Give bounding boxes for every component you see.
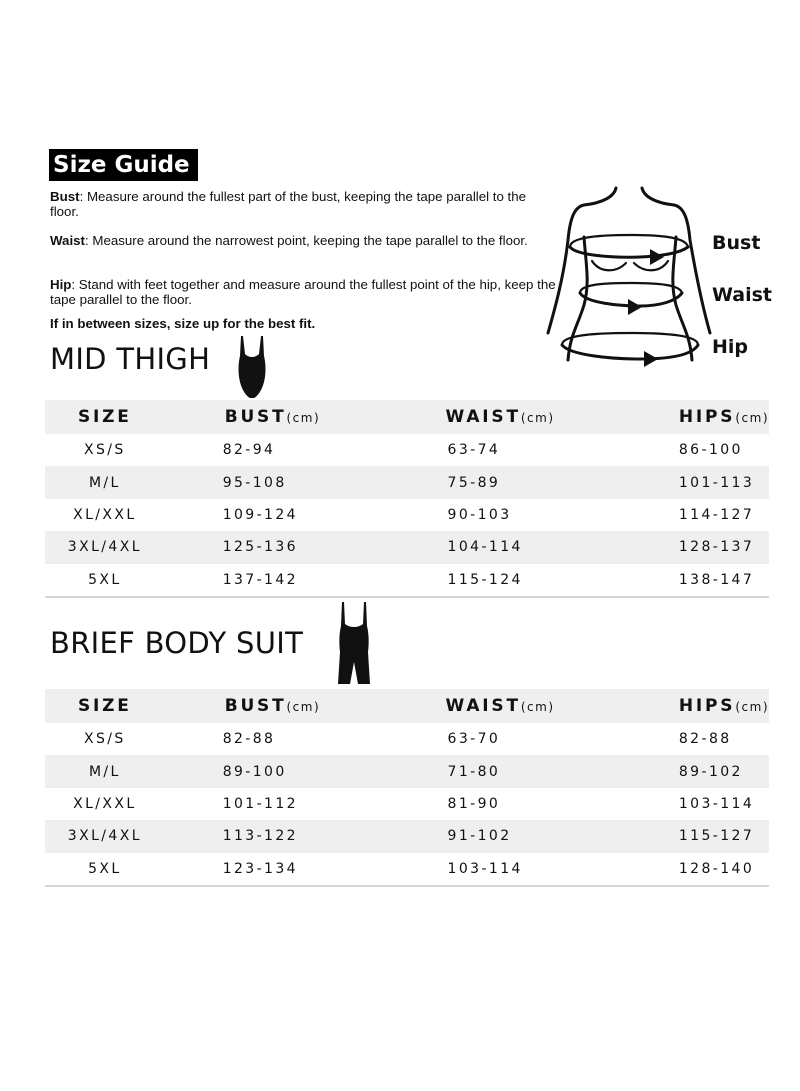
cell-hips: 86-100 [678, 442, 743, 459]
section-title-brief-body-suit: BRIEF BODY SUIT [50, 626, 304, 660]
table-row [45, 499, 769, 531]
cell-bust: 137-142 [165, 564, 386, 597]
hip-label: Hip [50, 277, 72, 292]
bust-label: Bust [50, 189, 80, 204]
cell-bust: 123-134 [165, 853, 386, 886]
cell-size: 3XL/4XL [45, 820, 165, 852]
cell-bust: 113-122 [165, 820, 386, 852]
cell-size: M/L [45, 466, 165, 498]
cell-waist: 90-103 [447, 506, 512, 523]
col-header-unit: (cm) [520, 700, 555, 714]
cell-waist: 115-124 [386, 564, 619, 597]
cell-waist: 103-114 [386, 853, 619, 886]
table-row [45, 564, 769, 597]
col-header-unit: (cm) [735, 411, 769, 425]
diagram-hip-label: Hip [712, 336, 749, 358]
table-row [45, 434, 769, 466]
cell-size: XL/XXL [73, 506, 137, 523]
bust-text: : Measure around the fullest part of the bust, keeping the tape parallel to the floor. [50, 189, 527, 219]
cell-waist: 71-80 [386, 755, 619, 787]
cell-waist: 91-102 [386, 820, 619, 852]
cell-hips: 82-88 [678, 731, 732, 748]
waist-text: : Measure around the narrowest point, keeping the tape parallel to the floor. [84, 233, 528, 248]
cell-hips: 128-140 [619, 853, 769, 886]
section-title-mid-thigh: MID THIGH [50, 342, 211, 376]
body-suit-shorts-icon [332, 600, 376, 686]
table-row [45, 853, 769, 886]
hip-instruction [50, 277, 558, 307]
col-header-unit: (cm) [520, 411, 555, 425]
cell-hips: 89-102 [619, 755, 769, 787]
cell-bust: 125-136 [165, 531, 386, 563]
cell-bust: 109-124 [222, 506, 298, 523]
col-header-unit: (cm) [286, 700, 321, 714]
table-row [45, 755, 769, 787]
col-header-waist-label: WAIST [445, 696, 521, 716]
bodysuit-icon [232, 334, 272, 400]
page-title: Size Guide [49, 149, 198, 181]
col-header-bust [165, 689, 386, 723]
table-row [45, 820, 769, 852]
cell-waist: 63-74 [447, 442, 501, 459]
waist-label: Waist [50, 233, 85, 248]
col-header-bust-label: BUST [224, 407, 287, 427]
bust-instruction [50, 189, 558, 219]
col-header-bust [165, 400, 386, 434]
cell-size: XS/S [84, 442, 126, 459]
col-header-waist [386, 400, 619, 434]
cell-size: 3XL/4XL [45, 531, 165, 563]
cell-hips: 128-137 [619, 531, 769, 563]
fit-note: If in between sizes, size up for the best fit. [50, 316, 316, 331]
col-header-hips [619, 689, 769, 723]
col-header-waist [386, 689, 619, 723]
cell-waist: 81-90 [447, 795, 501, 812]
cell-size: XL/XXL [73, 795, 137, 812]
cell-hips: 138-147 [619, 564, 769, 597]
size-table-mid-thigh [45, 400, 769, 598]
cell-hips: 101-113 [619, 466, 769, 498]
table-row [45, 723, 769, 755]
cell-bust: 82-94 [222, 442, 276, 459]
diagram-bust-label: Bust [712, 232, 761, 254]
col-header-waist-label: WAIST [445, 407, 521, 427]
cell-hips: 103-114 [678, 795, 755, 812]
col-header-unit: (cm) [286, 411, 321, 425]
body-measurement-diagram [540, 185, 780, 380]
col-header-hips [619, 400, 769, 434]
cell-waist: 63-70 [447, 731, 501, 748]
size-table-brief-body-suit [45, 689, 769, 887]
table-header-row [45, 400, 769, 434]
cell-waist: 104-114 [386, 531, 619, 563]
cell-bust: 82-88 [222, 731, 276, 748]
col-header-unit: (cm) [735, 700, 769, 714]
cell-bust: 95-108 [165, 466, 386, 498]
cell-size: M/L [45, 755, 165, 787]
col-header-bust-label: BUST [224, 696, 287, 716]
col-header-hips-label: HIPS [678, 407, 736, 427]
cell-waist: 75-89 [386, 466, 619, 498]
table-row [45, 531, 769, 563]
cell-hips: 115-127 [619, 820, 769, 852]
table-row [45, 788, 769, 820]
col-header-hips-label: HIPS [678, 696, 736, 716]
col-header-size: SIZE [45, 689, 165, 723]
cell-size: XS/S [84, 731, 126, 748]
col-header-size: SIZE [45, 400, 165, 434]
cell-bust: 89-100 [165, 755, 386, 787]
waist-instruction [50, 233, 558, 248]
table-row [45, 466, 769, 498]
diagram-waist-label: Waist [712, 284, 773, 306]
cell-size: 5XL [45, 564, 165, 597]
table-header-row [45, 689, 769, 723]
cell-hips: 114-127 [678, 506, 755, 523]
cell-size: 5XL [45, 853, 165, 886]
hip-text: : Stand with feet together and measure around the fullest point of the hip, keep the tape parallel to the floor. [50, 277, 556, 307]
cell-bust: 101-112 [222, 795, 298, 812]
